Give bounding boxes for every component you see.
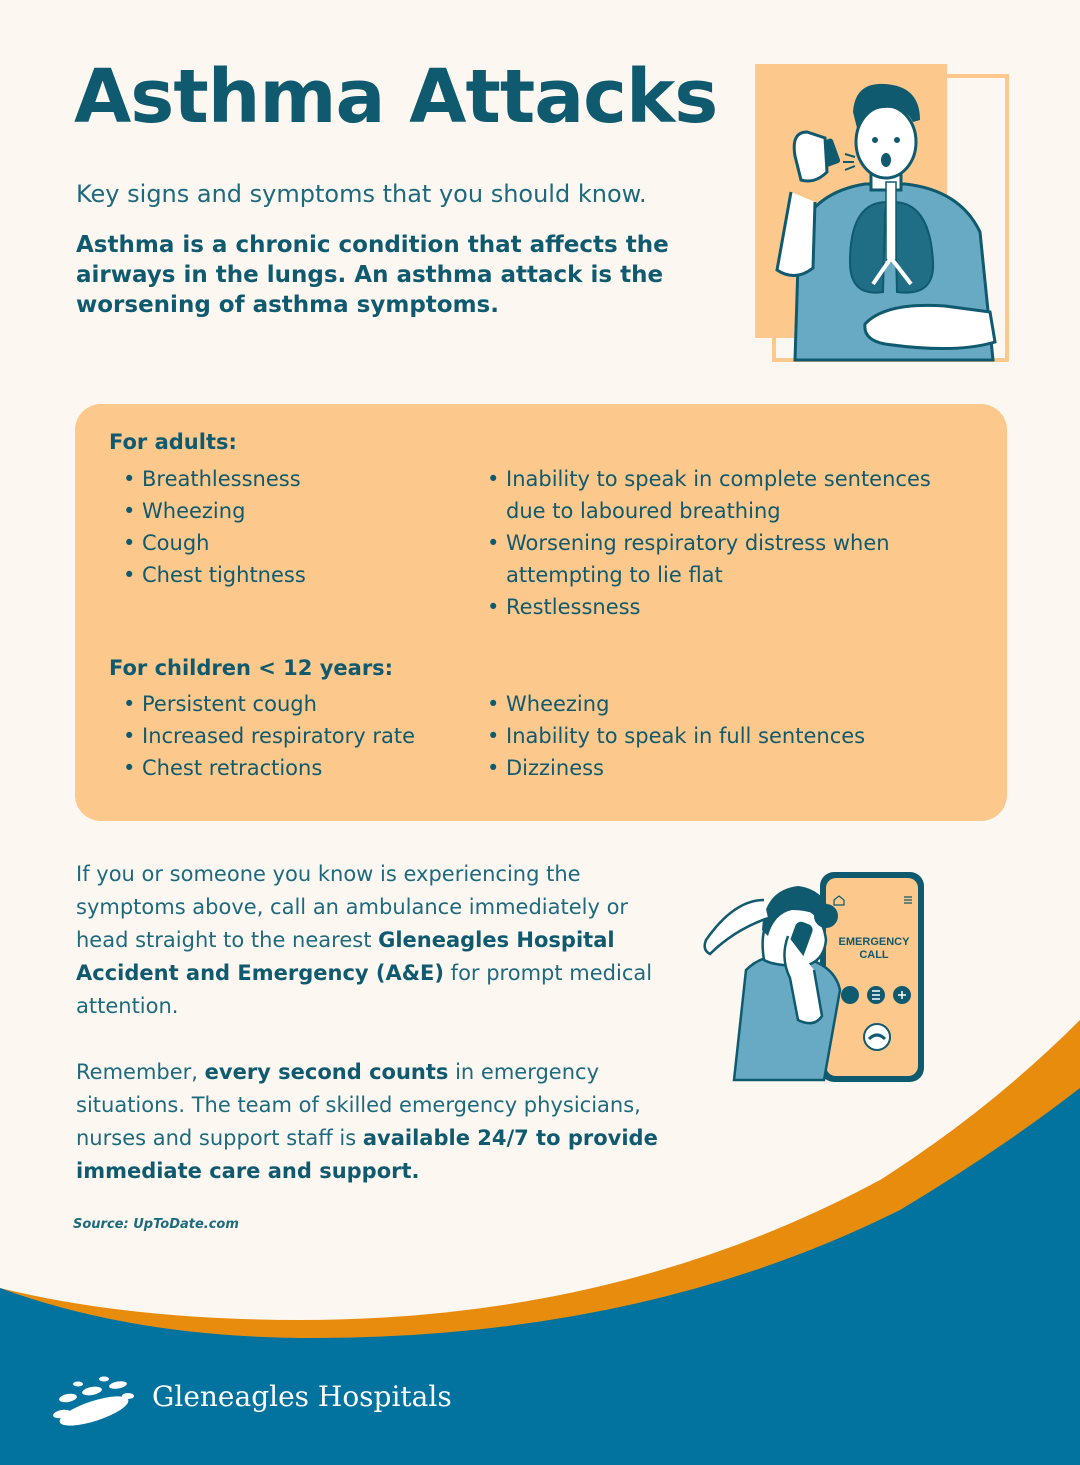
- advice-highlight: every second counts: [204, 1060, 449, 1084]
- advice-highlight: available 24/7 to provide immediate care and support.: [76, 1126, 658, 1183]
- brand-name: Gleneagles Hospitals: [152, 1380, 452, 1413]
- adults-heading: For adults:: [109, 430, 237, 454]
- symptoms-card: [75, 404, 1007, 821]
- list-item: • Wheezing: [476, 688, 976, 720]
- list-item: • Worsening respiratory distress when attempting to lie flat: [476, 527, 976, 591]
- source-citation: Source: UpToDate.com: [73, 1217, 239, 1232]
- list-item: • Dizziness: [476, 752, 976, 784]
- advice-text: for prompt medical attention.: [76, 961, 653, 1018]
- inhaler-man-illustration: [755, 62, 1011, 364]
- children-list-left: [112, 688, 442, 784]
- advice-text: Remember,: [76, 1060, 205, 1084]
- adults-list-right: [476, 463, 976, 623]
- children-heading: For children < 12 years:: [109, 656, 394, 680]
- intro-text: Asthma is a chronic condition that affects the airways in the lungs. An asthma attack is the worsening of asthma symptoms.: [76, 232, 669, 318]
- list-item: • Inability to speak in full sentences: [476, 720, 976, 752]
- list-item: • Restlessness: [476, 591, 976, 623]
- page-subtitle: Key signs and symptoms that you should know.: [76, 180, 647, 208]
- advice-text: If you or someone you know is experiencing the symptoms above, call an ambulance immediately or head straight to the nearest: [76, 862, 629, 952]
- gleneagles-logo-icon: [48, 1374, 138, 1426]
- list-item: • Chest tightness: [112, 559, 442, 591]
- list-item: • Cough: [112, 527, 442, 559]
- list-item: • Inability to speak in complete sentences due to laboured breathing: [476, 463, 976, 527]
- page-title: Asthma Attacks: [74, 54, 718, 140]
- list-item: • Wheezing: [112, 495, 442, 527]
- advice-paragraph-1: [76, 858, 666, 1023]
- advice-text: in emergency situations. The team of skilled emergency physicians, nurses and support staff is: [76, 1060, 641, 1150]
- list-item: • Persistent cough: [112, 688, 442, 720]
- phone-screen-text-1: EMERGENCY: [838, 936, 910, 948]
- phone-screen-text-2: CALL: [859, 949, 889, 961]
- list-item: • Increased respiratory rate: [112, 720, 442, 752]
- children-list-right: [476, 688, 976, 784]
- list-item: • Chest retractions: [112, 752, 442, 784]
- advice-highlight: Gleneagles Hospital Accident and Emergency (A&E): [76, 928, 615, 985]
- adults-list-left: [112, 463, 442, 591]
- list-item: • Breathlessness: [112, 463, 442, 495]
